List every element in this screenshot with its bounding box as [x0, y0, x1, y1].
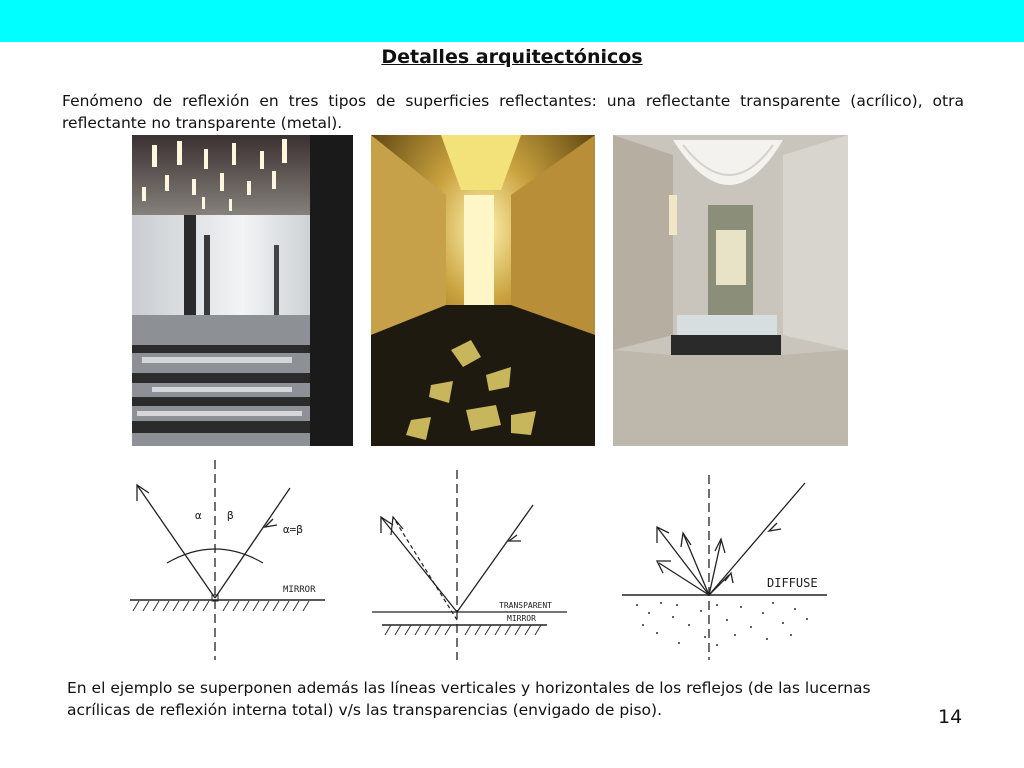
photo-diffuse-corridor	[613, 135, 848, 446]
sketch-mirror-reflection	[125, 455, 340, 665]
angle-equation-label: α=β	[283, 523, 303, 536]
sketch-transparent-reflection	[367, 455, 582, 665]
mirror-surface-label: MIRROR	[283, 585, 316, 595]
caption-paragraph: En el ejemplo se superponen además las líneas verticales y horizontales de los reflejos (de las lucernas acrílicas de reflexión interna total) v/s las transparencias (envigado de piso).	[67, 679, 871, 719]
angle-beta-label: β	[227, 509, 234, 522]
diffuse-surface-label: DIFFUSE	[767, 576, 818, 590]
slide-title: Detalles arquitectónicos	[381, 46, 643, 68]
photo-acrylic-corridor	[132, 135, 353, 446]
angle-alpha-label: α	[195, 509, 202, 522]
top-accent-bar	[0, 0, 1024, 42]
photo-golden-corridor	[371, 135, 595, 446]
transparent-mirror-label: MIRROR	[507, 614, 536, 623]
transparent-surface-label: TRANSPARENT	[499, 601, 552, 610]
page-number: 14	[938, 706, 963, 728]
intro-paragraph: Fenómeno de reflexión en tres tipos de superficies reflectantes: una reflectante transparente (acrílico), otra reflectante no transparente (metal).	[62, 92, 964, 132]
sketch-diffuse-reflection	[617, 455, 842, 665]
